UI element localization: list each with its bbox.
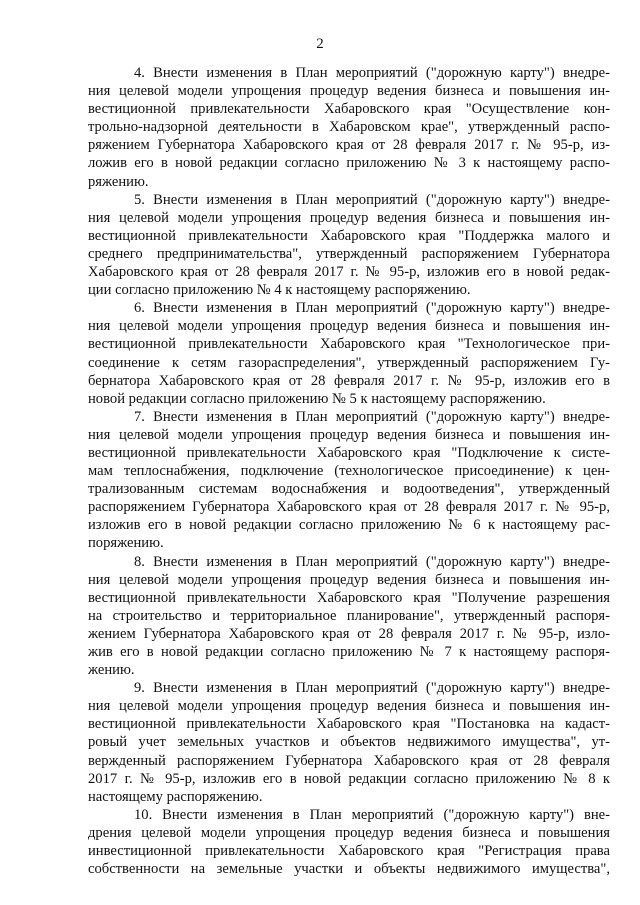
paragraph-line: ложив его в новой редакции согласно приложению № 3 к настоящему распо-: [88, 155, 610, 172]
paragraph-line: соединение к сетям газораспределения", утвержденный распоряжением Гу-: [88, 354, 610, 371]
paragraph: [88, 64, 610, 191]
paragraph-line: распоряжением Губернатора Хабаровского края от 28 февраля 2017 г. № 95-р,: [88, 499, 610, 516]
paragraph-line: вестиционной привлекательности Хабаровского края "Осуществление кон-: [88, 101, 610, 118]
paragraph: [88, 806, 610, 878]
paragraph-line: 4. Внести изменения в План мероприятий ("дорожную карту") внедре-: [134, 65, 610, 81]
paragraph: [88, 408, 610, 553]
paragraph-line: ровый учет земельных участков и объектов недвижимого имущества", ут-: [88, 734, 610, 751]
paragraph-line: 2017 г. № 95-р, изложив его в новой редакции согласно приложению № 8 к: [88, 770, 610, 787]
paragraph-line: 10. Внести изменения в План мероприятий ("дорожную карту") вне-: [134, 806, 610, 823]
paragraph-line: бернатора Хабаровского края от 28 февраля 2017 г. № 95-р, изложив его в: [88, 372, 610, 389]
paragraph-line: вержденный распоряжением Губернатора Хабаровского края от 28 февраля: [88, 752, 610, 769]
paragraph-line: трольно-надзорной деятельности в Хабаровском крае", утвержденный распо-: [88, 119, 610, 136]
paragraph-line: вестиционной привлекательности Хабаровского края "Поддержка малого и: [88, 227, 610, 244]
page-number: 2: [316, 36, 324, 52]
paragraph-line: вестиционной привлекательности Хабаровского края "Технологическое при-: [88, 336, 610, 353]
paragraph-line: трализованным системам водоснабжения и водоотведения", утвержденный: [88, 481, 610, 498]
paragraph-line: вестиционной привлекательности Хабаровского края "Получение разрешения: [88, 589, 610, 606]
paragraph-line: ряжением Губернатора Хабаровского края от 28 февраля 2017 г. № 95-р, из-: [88, 137, 610, 154]
paragraph: [88, 553, 610, 680]
paragraph-line: ции согласно приложению № 4 к настоящему распоряжению.: [88, 282, 471, 299]
paragraph-line: настоящему распоряжению.: [88, 788, 263, 805]
document-body: [88, 64, 610, 878]
paragraph-line: жив его в новой редакции согласно приложению № 7 к настоящему распоря-: [88, 644, 610, 660]
paragraph-line: новой редакции согласно приложению № 5 к настоящему распоряжению.: [88, 390, 546, 407]
paragraph: [88, 679, 610, 806]
paragraph-line: жению.: [88, 662, 135, 679]
paragraph-line: 8. Внести изменения в План мероприятий ("дорожную карту") внедре-: [134, 553, 610, 570]
paragraph-line: ния целевой модели упрощения процедур ведения бизнеса и повышения ин-: [88, 83, 610, 100]
paragraph-line: ния целевой модели упрощения процедур ведения бизнеса и повышения ин-: [88, 698, 610, 715]
paragraph-line: ния целевой модели упрощения процедур ведения бизнеса и повышения ин-: [88, 571, 610, 588]
paragraph-line: ния целевой модели упрощения процедур ведения бизнеса и повышения ин-: [88, 318, 610, 335]
paragraph-line: на строительство и территориальное планирование", утвержденный распоря-: [88, 607, 610, 624]
paragraph-line: жением Губернатора Хабаровского края от 28 февраля 2017 г. № 95-р, изло-: [88, 625, 610, 642]
paragraph-line: среднего предпринимательства", утвержденный распоряжением Губернатора: [88, 245, 610, 262]
paragraph-line: мам теплоснабжения, подключение (технологическое присоединение) к цен-: [88, 463, 610, 480]
paragraph-line: ния целевой модели упрощения процедур ведения бизнеса и повышения ин-: [88, 209, 610, 226]
paragraph-line: собственности на земельные участки и объекты недвижимого имущества",: [88, 861, 610, 878]
paragraph-line: 7. Внести изменения в План мероприятий ("дорожную карту") внедре-: [134, 408, 610, 425]
paragraph-line: инвестиционной привлекательности Хабаровского края "Регистрация права: [88, 843, 610, 860]
paragraph-line: поряжению.: [88, 535, 164, 552]
paragraph-line: 6. Внести изменения в План мероприятий ("дорожную карту") внедре-: [134, 300, 610, 317]
paragraph-line: 5. Внести изменения в План мероприятий ("дорожную карту") внедре-: [134, 191, 610, 208]
paragraph-line: Хабаровского края от 28 февраля 2017 г. № 95-р, изложив его в новой редак-: [88, 264, 610, 281]
paragraph-line: ния целевой модели упрощения процедур ведения бизнеса и повышения ин-: [88, 426, 610, 443]
paragraph-line: изложив его в новой редакции согласно приложению № 6 к настоящему рас-: [88, 517, 610, 534]
paragraph: [88, 191, 610, 300]
paragraph: [88, 299, 610, 408]
paragraph-line: ряжению.: [88, 173, 149, 190]
paragraph-line: дрения целевой модели упрощения процедур ведения бизнеса и повышения: [88, 824, 610, 841]
paragraph-line: вестиционной привлекательности Хабаровского края "Подключение к систе-: [88, 444, 610, 461]
paragraph-line: вестиционной привлекательности Хабаровского края "Постановка на кадаст-: [88, 716, 610, 733]
paragraph-line: 9. Внести изменения в План мероприятий ("дорожную карту") внедре-: [134, 680, 610, 697]
